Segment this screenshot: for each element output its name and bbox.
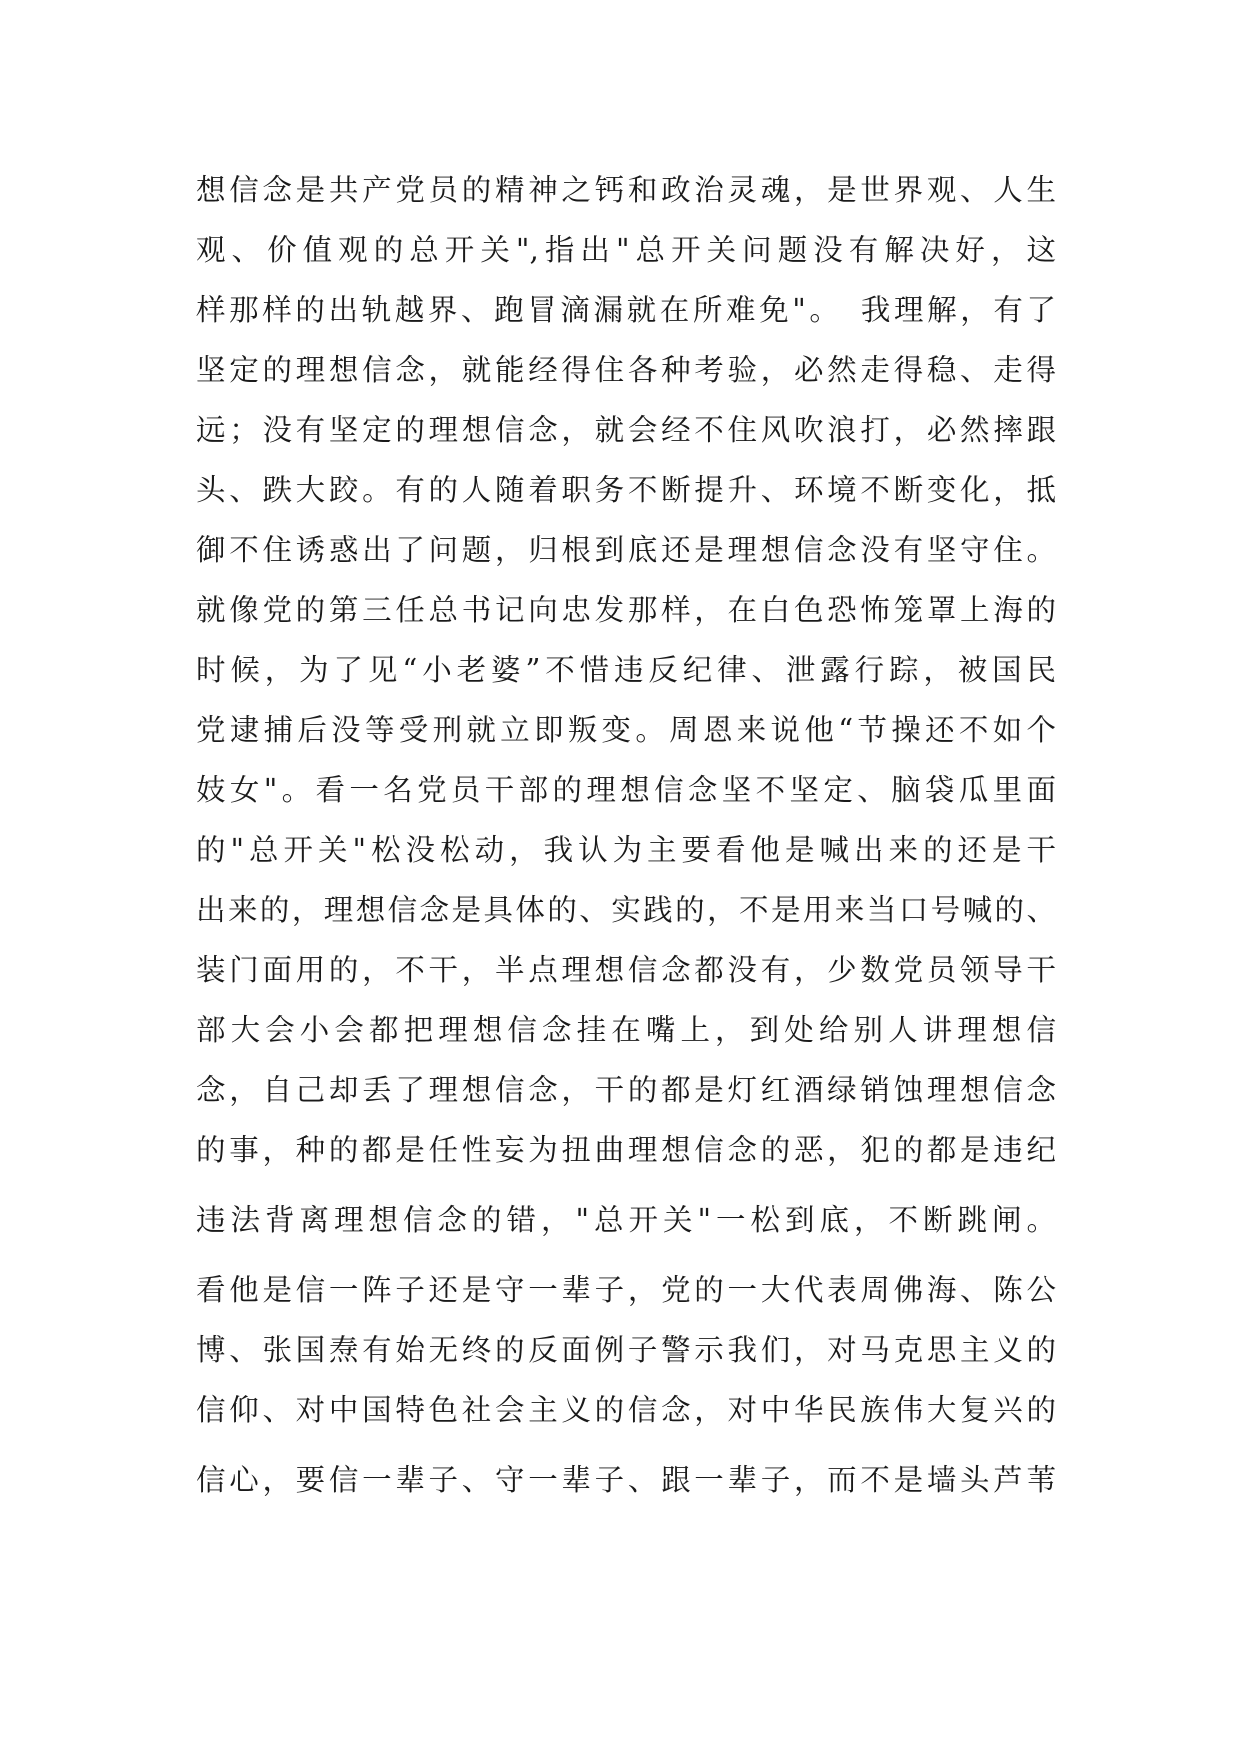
text-line: 出来的，理想信念是具体的、实践的，不是用来当口号喊的、 [196, 893, 1056, 927]
body-text [196, 160, 1056, 1510]
text-line: 信心，要信一辈子、守一辈子、跟一辈子，而不是墙头芦苇 [196, 1463, 1056, 1497]
text-line: 的"总开关"松没松动，我认为主要看他是喊出来的还是干 [196, 833, 1056, 867]
text-line: 博、张国焘有始无终的反面例子警示我们，对马克思主义的 [196, 1333, 1056, 1367]
text-line: 念，自己却丢了理想信念，干的都是灯红酒绿销蚀理想信念 [196, 1073, 1056, 1107]
text-line: 看他是信一阵子还是守一辈子，党的一大代表周佛海、陈公 [196, 1273, 1056, 1307]
text-line: 部大会小会都把理想信念挂在嘴上，到处给别人讲理想信 [196, 1013, 1056, 1047]
text-line: 远；没有坚定的理想信念，就会经不住风吹浪打，必然摔跟 [196, 413, 1056, 447]
text-line: 信仰、对中国特色社会主义的信念，对中华民族伟大复兴的 [196, 1393, 1056, 1427]
text-line: 的事，种的都是任性妄为扭曲理想信念的恶，犯的都是违纪 [196, 1133, 1056, 1167]
text-line: 想信念是共产党员的精神之钙和政治灵魂，是世界观、人生 [196, 173, 1056, 207]
text-line: 装门面用的，不干，半点理想信念都没有，少数党员领导干 [196, 953, 1056, 987]
text-line: 头、跌大跤。有的人随着职务不断提升、环境不断变化，抵 [196, 473, 1056, 507]
text-line: 坚定的理想信念，就能经得住各种考验，必然走得稳、走得 [196, 353, 1056, 387]
text-line: 党逮捕后没等受刑就立即叛变。周恩来说他“节操还不如个 [196, 713, 1056, 747]
text-line: 观、价值观的总开关",指出"总开关问题没有解决好，这 [196, 233, 1056, 267]
text-line: 时候，为了见“小老婆”不惜违反纪律、泄露行踪，被国民 [196, 653, 1056, 687]
text-line: 妓女"。看一名党员干部的理想信念坚不坚定、脑袋瓜里面 [196, 773, 1056, 807]
text-line: 御不住诱惑出了问题，归根到底还是理想信念没有坚守住。 [196, 533, 1056, 567]
text-line: 违法背离理想信念的错，"总开关"一松到底，不断跳闸。 [196, 1203, 1056, 1237]
text-line: 样那样的出轨越界、跑冒滴漏就在所难免"。 我理解，有了 [196, 293, 1056, 327]
text-line: 就像党的第三任总书记向忠发那样，在白色恐怖笼罩上海的 [196, 593, 1056, 627]
